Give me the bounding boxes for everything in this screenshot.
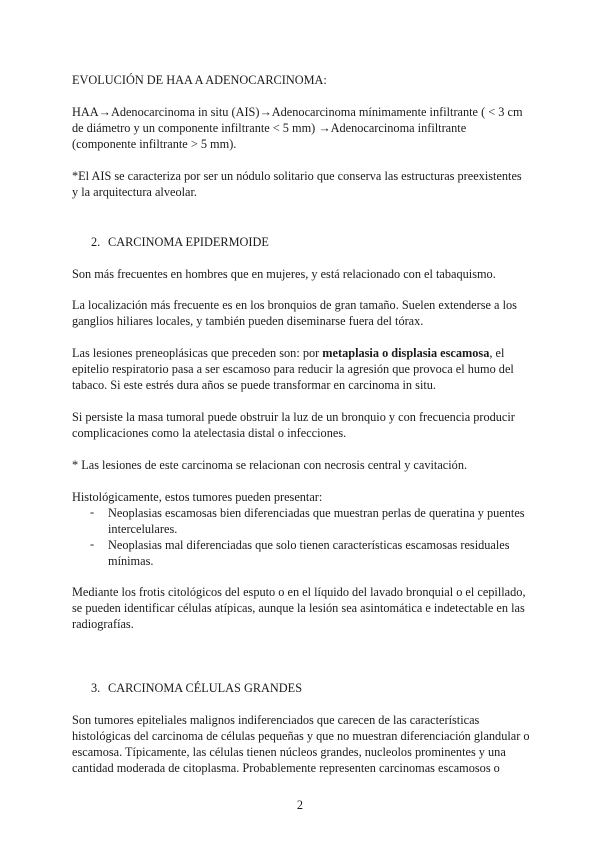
section-2-paragraph-5: * Las lesiones de este carcinoma se relacionan con necrosis central y cavitación. (72, 458, 468, 472)
section-2-number: 2. (91, 235, 101, 249)
bullet-marker: - (90, 537, 95, 551)
intro-title: EVOLUCIÓN DE HAA A ADENOCARCINOMA: (72, 73, 327, 87)
section-3-number: 3. (91, 681, 101, 695)
section-2-paragraph-2: La localización más frecuente es en los bronquios de gran tamaño. Suelen extenderse a los ganglios hiliares locales, y también pueden diseminarse fuera del tórax. (72, 298, 517, 328)
section-3-heading: CARCINOMA CÉLULAS GRANDES (108, 681, 303, 695)
section-2-paragraph-1: Son más frecuentes en hombres que en mujeres, y está relacionado con el tabaquismo. (72, 267, 496, 281)
section-2-paragraph-3 (72, 345, 530, 393)
list-item: Neoplasias escamosas bien diferenciadas que muestran perlas de queratina y puentes intercelulares. (108, 506, 525, 536)
section-2-p3-text-after: , el epitelio respiratorio pasa a ser escamoso para reducir la agresión que provoca el humo del tabaco. Si este estrés dura años se puede transformar en carcinoma in situ. (72, 346, 514, 392)
section-2-paragraph-7: Mediante los frotis citológicos del esputo o en el líquido del lavado bronquial o el cepillado, se pueden identificar células atípicas, aunque la lesión sea asintomática e indetectable en las radiografías. (72, 585, 526, 631)
section-2-paragraph-6: Histológicamente, estos tumores pueden presentar: (72, 490, 323, 504)
list-item: Neoplasias mal diferenciadas que solo tienen características escamosas residuales mínimas. (108, 538, 510, 568)
intro-sequence: HAA→Adenocarcinoma in situ (AIS)→Adenocarcinoma mínimamente infiltrante ( < 3 cm de diámetro y un componente infiltrante < 5 mm) →Adenocarcinoma infiltrante (componente infiltrante > 5 mm). (72, 105, 523, 151)
section-2-p3-bold-term: metaplasia o displasia escamosa (322, 346, 490, 360)
bullet-marker: - (90, 505, 95, 519)
section-2-heading: CARCINOMA EPIDERMOIDE (108, 235, 269, 249)
section-2-paragraph-4: Si persiste la masa tumoral puede obstruir la luz de un bronquio y con frecuencia producir complicaciones como la atelectasia distal o infecciones. (72, 410, 515, 440)
section-3-paragraph-1: Son tumores epiteliales malignos indiferenciados que carecen de las características histológicas del carcinoma de células pequeñas y que no muestran diferenciación glandular o escamosa. Típicamente, las células tienen núcleos grandes, nucleolos prominentes y una cantidad moderada de citoplasma. Probablemente representen carcinomas escamosos o (72, 713, 530, 775)
intro-note: *El AIS se caracteriza por ser un nódulo solitario que conserva las estructuras preexistentes y la arquitectura alveolar. (72, 169, 522, 199)
page-number: 2 (296, 798, 304, 812)
section-2-p3-text-before: Las lesiones preneoplásicas que preceden son: por (72, 346, 323, 360)
